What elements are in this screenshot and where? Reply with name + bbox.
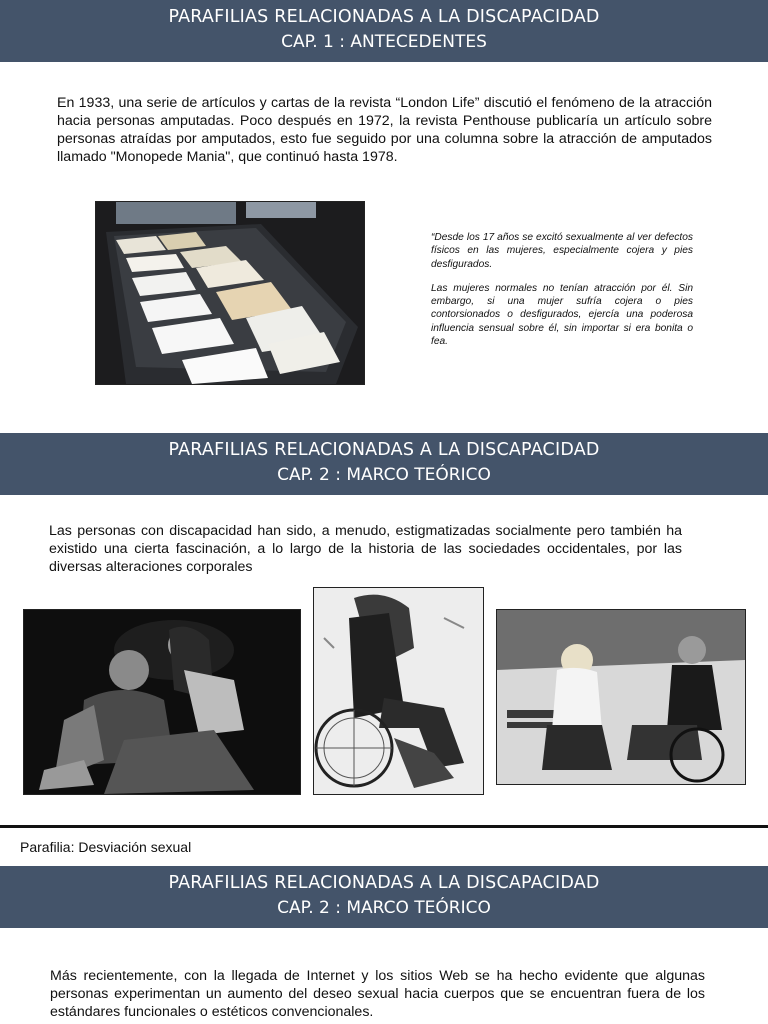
couple-sitting-photo [23,609,301,795]
wheelchair-illustration [313,587,484,795]
antecedentes-paragraph: En 1933, una serie de artículos y cartas de la revista “London Life” discutió el fenómeno de la atracción hacia personas amputadas. Poco después en 1972, la revista Penthouse publicaría un artículo sobre personas atraídas por amputados, esto fue seguido por una columna sobre la atracción de amputados llamado "Monopede Mania", que continuó hasta 1978. [57,95,712,165]
section-banner-marco-teorico-2 [0,866,768,928]
quote-paragraph-1: “Desde los 17 años se excitó sexualmente al ver defectos físicos en las mujeres, especialmente cojera y pies desfigurados. [431,232,693,270]
section-divider [0,825,768,828]
section-banner-antecedentes [0,0,768,62]
quote-block [431,231,693,359]
banner-chapter: CAP. 2 : MARCO TEÓRICO [277,465,491,485]
display-case-photo [95,201,365,385]
park-wheelchair-photo [496,609,746,785]
marco-paragraph-2: Más recientemente, con la llegada de Internet y los sitios Web se ha hecho evidente que algunas personas experimentan un aumento del deseo sexual hacia cuerpos que se encuentran fuera de los estándares funcionales o estéticos convencionales. [50,968,705,1020]
quote-paragraph-2: Las mujeres normales no tenían atracción por él. Sin embargo, si una mujer sufría cojera o pies contorsionados o desfigurados, ejercía una poderosa influencia sensual sobre él, sin importar si era bonita o fea. [431,282,693,348]
section-banner-marco-teorico-1 [0,433,768,495]
marco-paragraph-1: Las personas con discapacidad han sido, a menudo, estigmatizadas socialmente pero también ha existido una cierta fascinación, a lo largo de la historia de las sociedades occidentales, por las diversas alteraciones corporales [49,523,682,575]
banner-chapter: CAP. 1 : ANTECEDENTES [281,32,487,52]
banner-title: PARAFILIAS RELACIONADAS A LA DISCAPACIDAD [168,7,600,27]
banner-chapter: CAP. 2 : MARCO TEÓRICO [277,898,491,918]
banner-title: PARAFILIAS RELACIONADAS A LA DISCAPACIDAD [168,873,600,893]
footnote: Parafilia: Desviación sexual [20,839,192,855]
banner-title: PARAFILIAS RELACIONADAS A LA DISCAPACIDAD [168,440,600,460]
